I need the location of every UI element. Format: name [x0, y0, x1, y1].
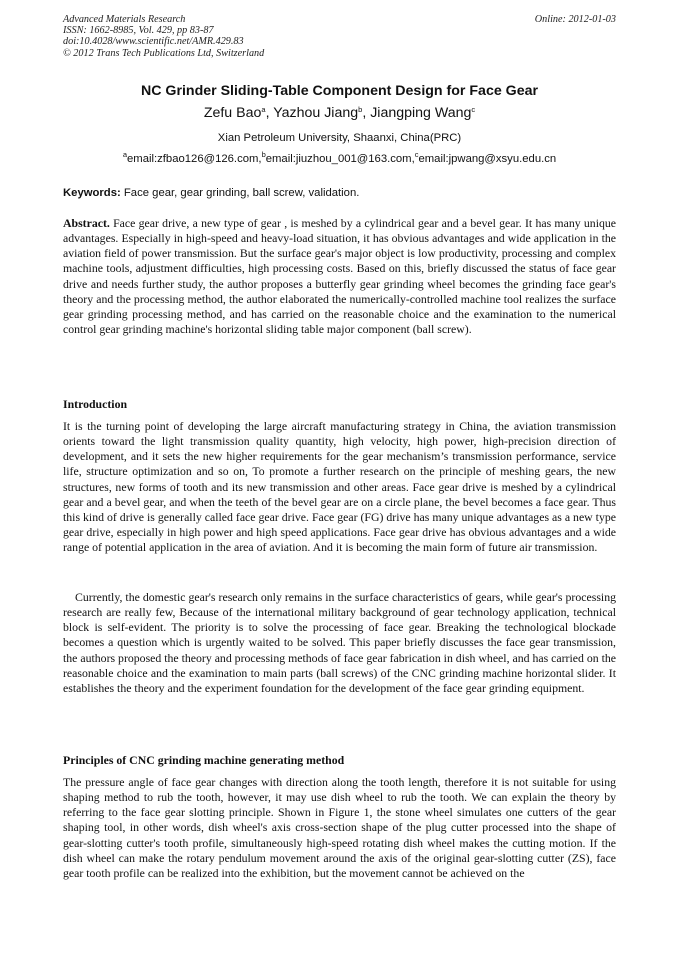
author-mark: c	[471, 105, 476, 114]
affiliation: Xian Petroleum University, Shaanxi, China(PRC)	[217, 132, 462, 144]
keywords-text: Face gear, gear grinding, ball screw, validation.	[120, 187, 360, 199]
email-mark: b	[261, 150, 266, 159]
section-heading-principles: Principles of CNC grinding machine generating method	[63, 753, 345, 767]
introduction-paragraph-1: It is the turning point of developing the large aircraft manufacturing strategy in China, the aviation transmission orients toward the light transmission quality quantity, high velocity, high power, high-precision direction of development, and it sets the new higher requirements for the gear mechanism’s transmission performance, service life, structure optimization and so on, To promote a further research on the principle of meshing gears, the new structures, new forms of tooth and its new transmission and other areas. Face gear drive is meshed by a cylindrical gear and a bevel gear, and when the teeth of the bevel gear are on a circle plane, the bevel becomes a face gear. Thus this kind of drive is generally called face gear drive. Face gear (FG) drive has many unique advantages as a new type gear drive, especially in high power and high speed applications. Face gear drive has obvious advantages and a wide range of potential application in the area of aviation. And it is becoming the main form of future air transmission.	[63, 419, 616, 555]
section-heading-introduction: Introduction	[63, 397, 128, 411]
introduction-paragraph-2: Currently, the domestic gear's research only remains in the surface characteristics of gears, while gear's processing research are really few, Because of the international military background of gear technology application, technical block is self-evident. The priority is to solve the processing of face gear. Breaking the technological blockade becomes a question which is urgently waited to be solved. This paper briefly discusses the face gear transmission, the authors proposed the theory and processing methods of face gear fabrication in dish wheel, and has carried on the reasonable choice and the examination to main parts (ball screws) of the CNC grinding machine horizontal slider. It establishes the theory and the experiment foundation for the development of the face gear grinding equipment.	[63, 590, 616, 695]
online-date: Online: 2012-01-03	[534, 14, 616, 25]
keywords	[63, 186, 616, 200]
author-mark: b	[358, 105, 363, 114]
journal-doi: doi:10.4028/www.scientific.net/AMR.429.83	[63, 36, 244, 48]
author-name: Yazhou Jiang	[273, 105, 359, 121]
principles-paragraph-1: The pressure angle of face gear changes with direction along the tooth length, therefore it is not suitable for using shaping method to rub the tooth, however, it may use dish wheel to rub the tooth. We can explain the theory by referring to the face gear slotting principle. Shown in Figure 1, the stone wheel simulates one cutters of the gear shaping tool, in other words, dish wheel's axis cross-section shape of the plug cutter processed into the shape of gear-slotting cutter's tooth profile, simultaneously high-speed rotating dish wheel makes the cutting motion. If the dish wheel can make the rotary pendulum movement around the axis of the original gear-slotting cutter (ZS), face gear tooth profile can be realized into the exhibition, but the movement cannot be achieved on the	[63, 775, 616, 880]
author-mark: a	[261, 105, 266, 114]
journal-copyright: © 2012 Trans Tech Publications Ltd, Switzerland	[63, 47, 265, 59]
author-separator: ,	[362, 105, 371, 121]
abstract-label: Abstract.	[63, 216, 110, 230]
abstract	[63, 216, 616, 337]
email-mark: a	[122, 150, 127, 159]
email-address[interactable]: email:jiuzhou_001@163.com,	[265, 153, 415, 165]
abstract-text: Face gear drive, a new type of gear , is meshed by a cylindrical gear and a bevel gear. It has many unique advantages. Especially in high-speed and heavy-load situation, it has obvious advantages and wide application in the aviation field of power transmission. But the surface gear's major object is low productivity, processing and complex machine tools, adjustment difficulties, high processing costs. Based on this, briefly discussed the status of face gear drive and needs further study, the author proposes a butterfly gear grinding wheel becomes the grinding face gear's theory and the processing method, the author elaborated the numerically-controlled machine tool realizes the surface gear grinding processing method, and has carried on the reasonable choice and the examination to the numerical control gear grinding machine's horizontal sliding table major component (ball screw).	[63, 216, 616, 337]
journal-header	[63, 14, 616, 59]
paper-title: NC Grinder Sliding-Table Component Design for Face Gear	[140, 83, 539, 99]
author-separator: ,	[265, 105, 274, 121]
email-mark: c	[414, 150, 419, 159]
journal-name: Advanced Materials Research	[63, 14, 186, 25]
author-list	[63, 104, 616, 122]
email-address[interactable]: email:zfbao126@126.com,	[127, 153, 262, 165]
journal-issn: ISSN: 1662-8985, Vol. 429, pp 83-87	[63, 25, 214, 37]
author-name: Zefu Bao	[203, 105, 262, 121]
author-name: Jiangping Wang	[370, 105, 472, 121]
email-address[interactable]: email:jpwang@xsyu.edu.cn	[418, 153, 557, 165]
keywords-label: Keywords:	[63, 187, 121, 199]
email-list	[63, 152, 616, 166]
